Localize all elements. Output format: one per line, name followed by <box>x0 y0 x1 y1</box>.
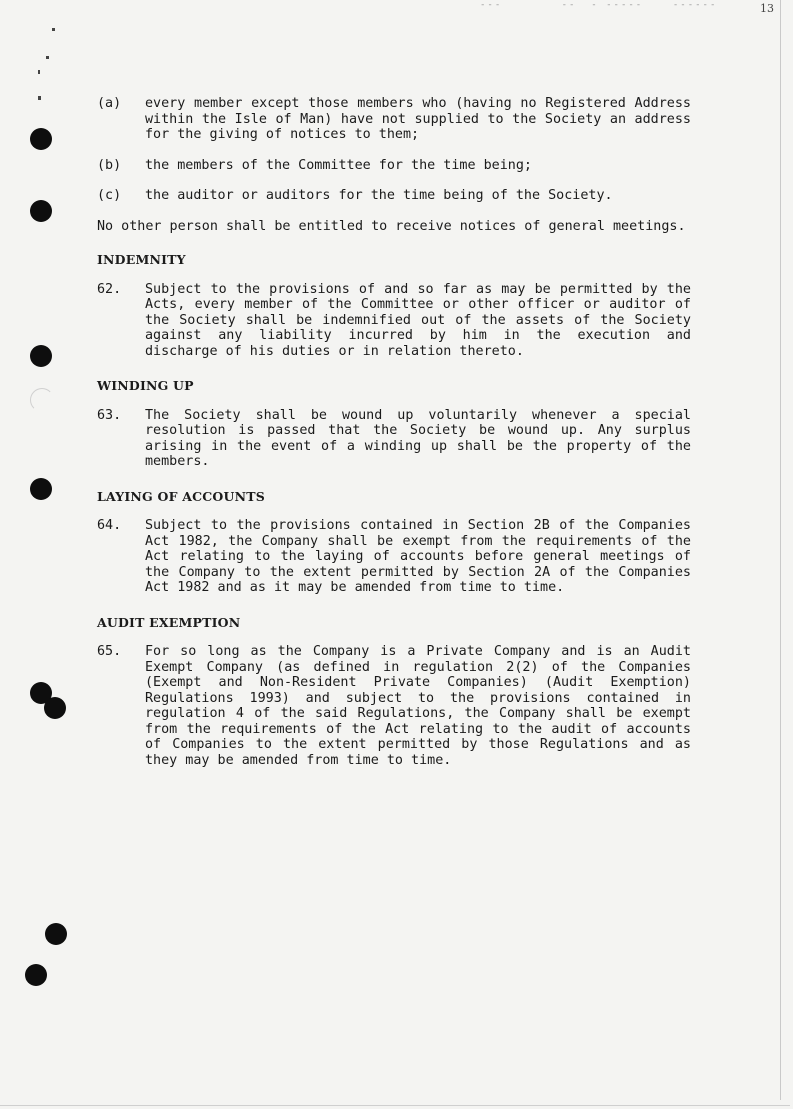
clause-62 <box>97 282 691 360</box>
clause-number: 63. <box>97 407 122 423</box>
section-heading-winding-up: WINDING UP <box>97 378 194 393</box>
section-heading-indemnity: INDEMNITY <box>97 252 186 267</box>
section-heading-audit-exemption: AUDIT EXEMPTION <box>97 614 241 630</box>
punch-hole <box>30 128 52 150</box>
punch-hole <box>30 478 52 500</box>
punch-hole <box>25 964 47 986</box>
document-body <box>97 96 691 783</box>
section-heading-laying-of-accounts: LAYING OF ACCOUNTS <box>97 488 265 504</box>
scan-speck <box>46 56 49 59</box>
list-item <box>97 188 691 204</box>
clause-63 <box>97 408 691 470</box>
list-item <box>97 158 691 174</box>
clause-number: 65. <box>97 644 122 659</box>
page-edge-right <box>780 0 781 1100</box>
scan-speck <box>52 28 55 31</box>
clause-text: Subject to the provisions contained in Section 2B of the Companies Act 1982, the Company shall be exempt from the requirements of the Act relating to the laying of accounts before general meetings of the Company to the extent permitted by Section 2A of the Companies Act 1982 and as it may be amended from time to time. <box>145 518 691 595</box>
list-item-text: the auditor or auditors for the time being of the Society. <box>145 188 613 203</box>
closing-paragraph: No other person shall be entitled to receive notices of general meetings. <box>97 218 686 234</box>
punch-hole <box>45 923 67 945</box>
scan-speck <box>38 70 40 74</box>
punch-hole-faint <box>30 388 54 412</box>
clause-text: Subject to the provisions of and so far as may be permitted by the Acts, every member of the Committee or other officer or auditor of the Society shall be indemnified out of the assets of the Society against any liability incurred by him in the execution and discharge of his duties or in relation thereto. <box>145 281 691 359</box>
page-number: 13 <box>760 2 774 15</box>
clause-64 <box>97 518 691 596</box>
list-item-label: (c) <box>97 188 122 203</box>
list-item-text: every member except those members who (having no Registered Address within the Isle of Man) have not supplied to the Society an address for the giving of notices to them; <box>145 96 691 142</box>
list-item-label: (a) <box>97 96 122 111</box>
clause-65 <box>97 644 691 768</box>
clause-number: 64. <box>97 518 122 533</box>
punch-hole <box>30 345 52 367</box>
list-item <box>97 96 691 143</box>
clause-number: 62. <box>97 281 122 297</box>
punch-hole <box>30 200 52 222</box>
punch-hole <box>44 697 66 719</box>
list-item-label: (b) <box>97 157 122 173</box>
scan-marks: --- -- - ----- ------ <box>480 0 718 10</box>
clause-text: For so long as the Company is a Private Company and is an Audit Exempt Company (as defined in regulation 2(2) of the Companies (Exempt and Non-Resident Private Companies) (Audit Exemption) Regulations 1993) and subject to the provisions contained in regulation 4 of the said Regulations, the Company shall be exempt from the requirements of the Act relating to the audit of accounts of Companies to the extent permitted by those Regulations and as they may be amended from time to time. <box>145 644 691 768</box>
clause-text: The Society shall be wound up voluntarily whenever a special resolution is passed that the Society be wound up. Any surplus arising in the event of a winding up shall be the property of the members. <box>145 407 691 469</box>
page-edge-bottom <box>0 1105 790 1106</box>
list-item-text: the members of the Committee for the time being; <box>145 157 532 173</box>
scan-speck <box>38 96 41 100</box>
